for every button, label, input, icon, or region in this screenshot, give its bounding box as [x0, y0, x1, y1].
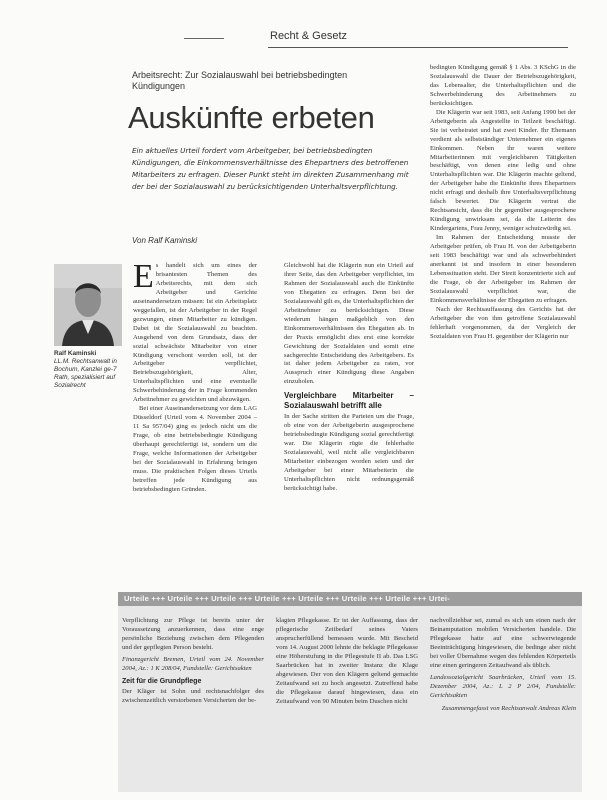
rulings-box — [118, 592, 582, 792]
caption-text: LL.M. Rechtsanwalt in Bochum, Kanzlei ge-7 Rath, spezialisiert auf Sozialrecht — [54, 358, 117, 389]
portrait-image — [54, 264, 122, 346]
body-column-1 — [133, 262, 257, 586]
article-title: Auskünfte erbeten — [128, 100, 375, 135]
ruling1-text: Verpflichtung zur Pflege ist bereits unter der Voraussetzung anzuerkennen, dass eine enge persönliche Beziehung zwischen dem Pflegenden und der gepflegten Person besteht. — [122, 617, 264, 651]
section-label: Recht & Gesetz — [270, 30, 348, 42]
header-marker — [184, 38, 224, 39]
photo-caption — [54, 350, 122, 390]
header-rule — [268, 47, 568, 48]
col1-paragraph-1: s handelt sich um eines der brisantesten Themen des Arbeitsrechts, mit dem sich Arbeitgeber und Gerichte auseinandersetzen müssen: Ist ein Arbeitsplatz weggefallen, ist der Arbeitgeber in der Regel gezwungen, einen Mitarbeiter zu kündigen. Dabei ist die Sozialauswahl zu beachten. Ausgehend von dem Grundsatz, dass der sozial schwächste Mitarbeiter von einer Kündigung verschont werden soll, ist der Arbeitgeber verpflichtet, Betriebszugehörigkeit, Alter, Unterhaltspflichten und eine eventuelle Schwerbehinderung der in Frage kommenden Arbeitnehmer zu gewichten und abzuwägen. — [133, 262, 257, 404]
col3-paragraph-1: bedingten Kündigung gemäß § 1 Abs. 3 KSchG in die Sozialauswahl die Dauer der Betriebszugehörigkeit, das Lebensalter, die Unterhaltspflichten und die Schwerbehinderung des Arbeitnehmers zu berücksichtigen. — [430, 64, 576, 107]
body-column-2 — [284, 262, 414, 586]
ruling2-text-part3: nachvollziehbar sei, zumal es sich um einen nach der Beinamputation mobilen Versicherten handele. Die Pflegekasse hatte auf eine schwerwiegende Beeinträchtigung hingewiesen, die bedinge aber nicht bei voller Übernahme wegen des fehlenden Körperteils eine einen geringeren Zeitaufwand als üblich. — [430, 617, 576, 669]
ruling2-text-part2: klagten Pflegekasse. Er ist der Auffassung, dass der pflegerische Zeitbedarf seines Vaters ansprucherfüllend bemessen wurde. Mit Bescheid vom 14. August 2000 lehnte die beklagte Pflegekasse eine Höherstufung in die Pflegestufe II ab. Das LSG Saarbrücken hat in zweiter Instanz die Klage abgewiesen. Der von den Klägern geltend gemachte Zeitaufwand sei zu hoch angesetzt. Zutreffend habe die Pflegekasse darauf hingewiesen, dass ein Zeitaufwand von 90 Minuten beim Duschen nicht — [276, 617, 418, 705]
col3-paragraph-3: Im Rahmen der Entscheidung musste der Arbeitgeber prüfen, ob Frau H. von der Arbeitgeberin seit 1983 beschäftigt war und als schwerbehindert anerkannt ist und insofern in einer besonderen Lebenssituation steht. Der Streit konzentrierte sich auf die Frage, ob der Arbeitgeber im Rahmen der Sozialauswahl verpflichtet war, die Einkommensverhältnisse der Ehegatten zu erfragen. — [430, 234, 576, 304]
col3-paragraph-2: Die Klägerin war seit 1983, seit Anfang 1990 bei der Arbeitgeberin als Angestellte in Teilzeit beschäftigt. Sie ist verheiratet und hat zwei Kinder. Ihr Ehemann verdient als selbstständiger Unternehmer ein eigenes Einkommen. Neben ihr waren weitere Mitarbeiterinnen mit vergleichbaren Tätigkeiten beschäftigt, von denen eine ledig und ohne Unterhaltspflichten war. Die Klägerin machte geltend, der Arbeitgeber habe die Einkünfte ihres Ehepartners nicht erfragt und deshalb ihre Unterhaltsverpflichtung falsch bewertet. Die Klägerin vertrat die Rechtsansicht, dass die ihr gegenüber ausgesprochene Kündigung unwirksam sei, da die Leiterin des Kindergartens, Frau Jenny, weniger schutzwürdig sei. — [430, 108, 576, 233]
kicker: Arbeitsrecht: Zur Sozialauswahl bei betriebsbedingten Kündigungen — [132, 70, 348, 91]
drop-cap: E — [133, 262, 154, 295]
lead-paragraph: Ein aktuelles Urteil fordert vom Arbeitgeber, bei betriebsbedingten Kündigungen, die Einkommensverhältnisse des Ehepartners des betroffenen Mitarbeiters zu erfragen. Dieser Punkt steht im direkten Zusammenhang mit der bei der Sozialauswahl zu berücksichtigenden Unterhaltsverpflichtung. — [132, 146, 409, 191]
caption-name: Ralf Kaminski — [54, 350, 97, 357]
rulings-column-2 — [276, 616, 418, 788]
col3-paragraph-4: Nach der Rechtsauffassung des Gerichts hat der Arbeitgeber die von ihm getroffene Sozialauswahl fehlerhaft vorgenommen, da der Vergleich der Sozialdaten von Frau H. gegenüber der Klägerin nur — [430, 305, 576, 340]
rulings-bar: Urteile +++ Urteile +++ Urteile +++ Urteile +++ Urteile +++ Urteile +++ Urteile +++ Urtei- — [118, 592, 582, 606]
author-photo — [54, 264, 122, 346]
ruling2-text-part1: Der Kläger ist Sohn und rechtsnachfolger des zwischenzeitlich verstorbenen Versicherten der be- — [122, 688, 264, 704]
col1-paragraph-2: Bei einer Auseinandersetzung vor dem LAG Düsseldorf (Urteil vom 4. November 2004 – 11 Sa 957/04) ging es jedoch nicht um die Frage, ob eine betriebsbedingte Kündigung überhaupt gerechtfertigt ist, sondern um die Frage, welche Informationen der Arbeitgeber bei der Sozialauswahl in Erfahrung bringen muss. Die praktischen Folgen dieses Urteils betreffen jede Kündigung aus betriebsbedingten Gründen. — [133, 405, 257, 493]
ruling2-source: Landessozialgericht Saarbrücken, Urteil vom 15. Dezember 2004, Az.: L 2 P 2/04, Fundstelle: Gerichtsakten — [430, 674, 576, 699]
ruling2-heading: Zeit für die Grundpflege — [122, 678, 202, 685]
summary-note: Zusammengefasst von Rechtsanwalt Andreas Klein — [441, 705, 576, 712]
rulings-column-3 — [430, 616, 576, 788]
byline: Von Ralf Kaminski — [132, 236, 198, 245]
ruling1-source: Finanzgericht Bremen, Urteil vom 24. November 2004, Az.: 1 K 208/04, Fundstelle: Gerichtsakten — [122, 656, 264, 672]
subheading: Vergleichbare Mitarbeiter – Sozialauswahl betrifft alle — [284, 391, 414, 411]
body-column-3 — [430, 64, 576, 586]
col2-paragraph-1: Gleichwohl hat die Klägerin nun ein Urteil auf ihrer Seite, das den Arbeitgeber verpflichtet, im Rahmen der Sozialauswahl auch die Einkünfte von Ehegatten zu erfragen. Denn bei der Sozialauswahl gilt es, die Unterhaltspflichten der Arbeitnehmer zu berücksichtigen. Diese wiederum hängen maßgeblich von den Einkommensverhältnissen des Ehegatten ab. In der Praxis ermöglicht dies erst eine korrekte Gewichtung der Sozialdaten und somit eine sachgerechte Entscheidung des Arbeitgebers. Es ist daher jedem Arbeitgeber zu raten, vor Ausspruch einer Kündigung diese Angaben einzuholen. — [284, 262, 414, 386]
col2-paragraph-2: In der Sache stritten die Parteien um die Frage, ob eine von der Arbeitgeberin ausgesprochene betriebsbedingte Kündigung sozial gerechtfertigt war. Die Klägerin rügte die fehlerhafte Sozialauswahl, weil nicht alle vergleichbaren Mitarbeiter einbezogen worden seien und der Arbeitgeber bei einer Mitarbeiterin die Unterhaltspflichten nicht ordnungsgemäß berücksichtigt habe. — [284, 413, 414, 492]
rulings-column-1 — [122, 616, 264, 788]
